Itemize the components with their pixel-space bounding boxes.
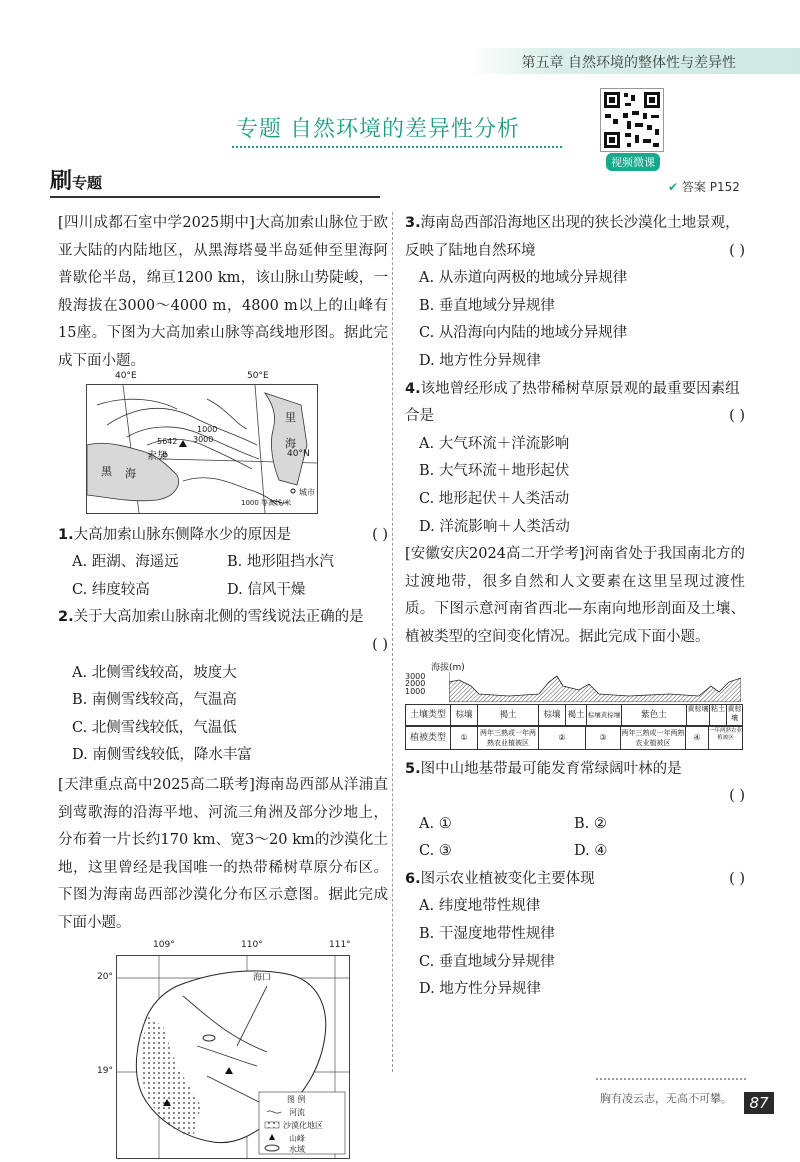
q1-text: 大高加索山脉东侧降水少的原因是 — [73, 526, 292, 543]
q6-number: 6. — [405, 870, 421, 887]
profile-soil-row — [405, 704, 743, 726]
passage-hainan: [天津重点高中2025高二联考]海南岛西部从洋浦直到莺歌海的沿海平地、河流三角洲及部分沙地上，分布着一片长约170 km、宽3～20 km的沙漠化土地，这里曾经是我国唯一的热带稀树草原分布区。下图为海南岛西部沙漠化分布区示意图。据此完成下面小题。 — [58, 776, 388, 931]
veg-cell-4: ④ — [686, 727, 709, 749]
map2-legend-river: 河流 — [289, 1108, 305, 1118]
map1-sochi: 索契 — [147, 450, 167, 462]
q1-option-a[interactable]: A. 距湖、海遥远 — [72, 554, 179, 571]
map1-lon-40: 40°E — [115, 370, 137, 381]
profile-vegetation-row — [405, 726, 743, 750]
q6-text: 图示农业植被变化主要体现 — [420, 870, 595, 887]
veg-cell-2: ② — [539, 727, 586, 749]
q2-option-b[interactable]: B. 南侧雪线较高，气温高 — [72, 692, 237, 709]
map1-lat-40: 40°N — [287, 448, 310, 459]
q5-answer-blank[interactable]: ( ) — [729, 788, 745, 805]
question-4 — [405, 376, 745, 431]
map2-lon-110: 110° — [241, 940, 263, 951]
q2-text: 关于大高加索山脉南北侧的雪线说法正确的是 — [73, 609, 364, 626]
map1-black-sea-2: 海 — [125, 466, 136, 480]
q2-answer-row — [58, 632, 388, 660]
map2-legend-desert: 沙漠化地区 — [283, 1121, 323, 1131]
brand-sub: 专题 — [72, 174, 103, 192]
soil-cell: 紫色土 — [622, 705, 687, 725]
qr-code-icon — [601, 89, 663, 151]
soil-cell: 棕壤 — [451, 705, 478, 725]
video-lesson-label[interactable]: 视频微课 — [606, 153, 660, 171]
q1-option-c[interactable]: C. 纬度较高 — [72, 581, 150, 598]
q3-option-a[interactable]: A. 从赤道向两极的地域分异规律 — [419, 270, 628, 287]
brand-main: 刷 — [50, 169, 73, 194]
soil-cell: 棕壤黄棕壤 — [587, 705, 622, 725]
map2-haikou: 海口 — [253, 973, 272, 984]
q6-option-b[interactable]: B. 干湿度地带性规律 — [419, 926, 555, 943]
question-5 — [405, 756, 745, 784]
q5-option-b[interactable]: B. ② — [574, 815, 607, 832]
map1-peak-height: 5642 — [157, 436, 178, 446]
soil-cell: 粘土 — [710, 705, 727, 725]
answer-text: 答案 P152 — [681, 180, 740, 194]
footer-dots — [596, 1078, 746, 1080]
profile-terrain-svg — [449, 672, 741, 702]
q5-text: 图中山地基带最可能发育常绿阔叶林的是 — [420, 760, 682, 777]
footer-motto: 胸有凌云志，无高不可攀。 — [600, 1092, 732, 1105]
page-number: 87 — [744, 1092, 774, 1114]
veg-row-label: 植被类型 — [406, 727, 451, 749]
q6-answer-blank[interactable]: ( ) — [729, 870, 745, 887]
question-6 — [405, 866, 745, 894]
brand-underline — [50, 196, 380, 198]
q4-option-a[interactable]: A. 大气环流＋洋流影响 — [419, 435, 570, 452]
q5-number: 5. — [405, 760, 421, 777]
q2-answer-blank[interactable]: ( ) — [372, 636, 388, 653]
chapter-title: 第五章 自然环境的整体性与差异性 — [521, 55, 736, 71]
map1-caspian-1: 里 — [285, 410, 296, 424]
q5-options-row-1 — [419, 811, 745, 839]
section-brand — [50, 164, 102, 195]
map1-black-sea-1: 黑 — [101, 464, 112, 478]
map2-lon-111: 111° — [329, 940, 351, 951]
right-column — [405, 210, 745, 1004]
q1-answer-blank[interactable]: ( ) — [372, 526, 388, 543]
map1-contour-1000: 1000 — [197, 424, 218, 434]
q4-number: 4. — [405, 380, 421, 397]
q2-number: 2. — [58, 609, 74, 626]
q2-option-c[interactable]: C. 北侧雪线较低，气温低 — [72, 719, 237, 736]
map2-lat-20: 20° — [97, 972, 113, 983]
passage-caucasus: [四川成都石室中学2025期中]大高加索山脉位于欧亚大陆的内陆地区，从黑海塔曼半岛延伸至里海阿普歇伦半岛，绵亘1200 km，该山脉山势陡峻，一般海拔在3000～4000 m，4800 m以上的山峰有15座。下图为大高加索山脉等高线地形图。据此完成下面小题。 — [58, 215, 388, 369]
q4-answer-blank[interactable]: ( ) — [729, 408, 745, 425]
q1-options-row-1 — [72, 549, 388, 577]
q4-option-d[interactable]: D. 洋流影响＋人类活动 — [419, 518, 570, 535]
q5-answer-row — [405, 783, 745, 811]
profile-y-1000: 1000 — [405, 686, 426, 696]
title-underline — [232, 146, 562, 148]
veg-cell-3: ③ — [586, 727, 621, 749]
q3-option-d[interactable]: D. 地方性分异规律 — [419, 352, 541, 369]
left-column — [58, 210, 388, 1159]
question-2 — [58, 604, 388, 632]
map1-legend-contour: 1000 等高线/米 — [241, 498, 292, 507]
map2-lon-109: 109° — [153, 940, 175, 951]
q5-option-c[interactable]: C. ③ — [419, 843, 452, 860]
map1-lon-50: 50°E — [247, 370, 269, 381]
answer-reference[interactable] — [668, 178, 740, 195]
column-divider — [392, 212, 393, 1072]
map1-caspian-2: 海 — [285, 436, 296, 450]
map2-legend-peak: 山峰 — [289, 1134, 305, 1144]
profile-ylabel: 海拔(m) — [431, 662, 465, 673]
q1-option-d[interactable]: D. 信风干燥 — [227, 581, 306, 598]
soil-cell: 黄棕壤 — [727, 704, 742, 722]
map1-legend-city: 城市 — [299, 487, 315, 497]
check-icon: ✔ — [668, 180, 679, 194]
veg-cell-1: ① — [451, 727, 478, 749]
veg-cell: 一年两熟农业植被区 — [709, 727, 742, 741]
page-title: 专题 自然环境的差异性分析 — [236, 117, 520, 142]
caucasus-map — [86, 370, 318, 514]
q2-option-a[interactable]: A. 北侧雪线较高，坡度大 — [72, 664, 237, 681]
map1-contour-3000: 3000 — [193, 434, 214, 444]
hainan-map — [97, 940, 351, 1159]
q4-option-b[interactable]: B. 大气环流＋地形起伏 — [419, 463, 570, 480]
soil-cell: 褐土 — [478, 705, 539, 725]
soil-row-label: 土壤类型 — [406, 705, 451, 725]
q1-number: 1. — [58, 526, 74, 543]
q1-options-row-2 — [72, 577, 388, 605]
henan-profile — [405, 660, 741, 756]
profile-y-3000: 3000 — [405, 671, 426, 681]
q5-option-a[interactable]: A. ① — [419, 815, 452, 832]
caucasus-map-svg — [87, 385, 317, 513]
q3-text: 海南岛西部沿海地区出现的狭长沙漠化土地景观，反映了陆地自然环境 — [405, 215, 740, 259]
q5-options-row-2 — [419, 838, 745, 866]
passage-henan: [安徽安庆2024高二开学考]河南省处于我国南北方的过渡地带，很多自然和人文要素在这里呈现过渡性质。下图示意河南省西北—东南向地形剖面及土壤、植被类型的空间变化情况。据此完成下面小题。 — [405, 546, 745, 645]
q3-number: 3. — [405, 215, 421, 231]
map2-legend-title: 图 例 — [287, 1095, 306, 1105]
map2-legend-water: 水域 — [289, 1145, 305, 1155]
q4-option-c[interactable]: C. 地形起伏＋人类活动 — [419, 490, 570, 507]
soil-cell: 褐土 — [566, 705, 587, 725]
q6-option-d[interactable]: D. 地方性分异规律 — [419, 981, 541, 998]
q3-answer-blank[interactable]: ( ) — [729, 242, 745, 259]
q3-option-b[interactable]: B. 垂直地域分异规律 — [419, 297, 555, 314]
question-3 — [405, 210, 745, 265]
q4-text: 该地曾经形成了热带稀树草原景观的最重要因素组合是 — [405, 380, 740, 425]
map2-lat-19: 19° — [97, 1066, 113, 1077]
qr-code[interactable] — [600, 88, 664, 152]
question-1 — [58, 522, 388, 550]
q3-option-c[interactable]: C. 从沿海向内陆的地域分异规律 — [419, 325, 628, 342]
q2-option-d[interactable]: D. 南侧雪线较低，降水丰富 — [72, 747, 252, 764]
q6-option-a[interactable]: A. 纬度地带性规律 — [419, 898, 541, 915]
soil-cell: 黄棕壤 — [687, 705, 710, 725]
veg-cell: 两年三熟或一年两熟农业植被区 — [621, 728, 685, 747]
q5-option-d[interactable]: D. ④ — [574, 843, 608, 860]
q6-option-c[interactable]: C. 垂直地域分异规律 — [419, 953, 555, 970]
soil-cell: 棕壤 — [539, 705, 566, 725]
q1-option-b[interactable]: B. 地形阻挡水汽 — [227, 554, 334, 571]
veg-cell: 两年三熟或一年两熟农业植被区 — [478, 727, 539, 749]
profile-y-2000: 2000 — [405, 678, 426, 688]
